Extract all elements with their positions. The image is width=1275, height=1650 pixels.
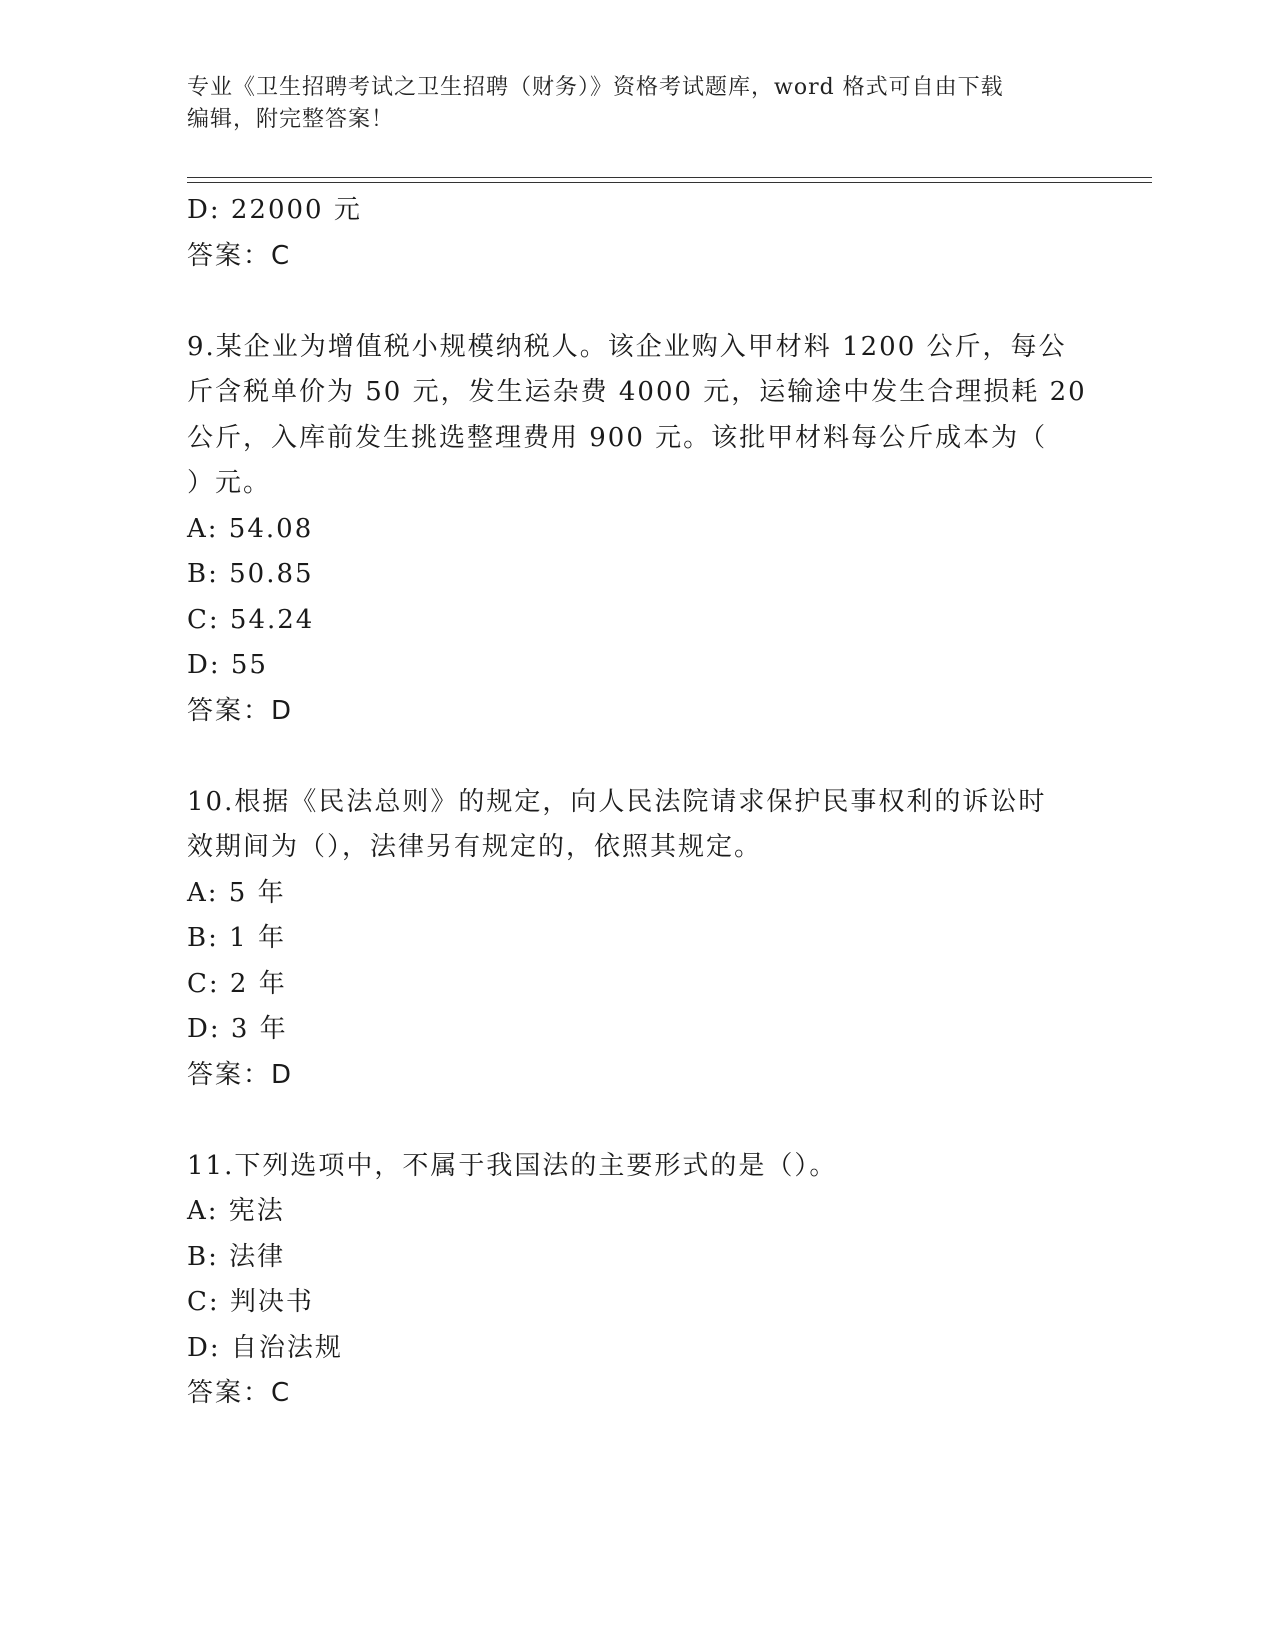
question-stem-line: 10.根据《民法总则》的规定，向人民法院请求保护民事权利的诉讼时 [187, 786, 1047, 817]
answer: 答案：D [187, 1059, 294, 1090]
header-rule-bottom [187, 182, 1152, 183]
option-a: A: 54.08 [187, 513, 314, 544]
option-a: A: 5 年 [187, 877, 286, 908]
option-c: C: 54.24 [187, 604, 315, 635]
option-c: C: 2 年 [187, 968, 287, 999]
answer: 答案：C [187, 240, 292, 271]
option-a: A: 宪法 [187, 1196, 285, 1226]
question-10 [187, 780, 1067, 1099]
question-9 [187, 325, 1087, 735]
question-content [187, 188, 1087, 1417]
question-stem-line: 9.某企业为增值税小规模纳税人。该企业购入甲材料 1200 公斤，每公 [187, 331, 1067, 362]
question-stem-line: 公斤，入库前发生挑选整理费用 900 元。该批甲材料每公斤成本为（ [187, 422, 1048, 453]
answer: 答案：D [187, 695, 294, 726]
question-stem-line: 效期间为（），法律另有规定的，依照其规定。 [187, 832, 763, 862]
page-header [187, 72, 1067, 136]
header-line-2: 编辑，附完整答案！ [187, 107, 395, 132]
question-stem-line: 11.下列选项中，不属于我国法的主要形式的是（）。 [187, 1150, 838, 1181]
header-line-1: 专业《卫生招聘考试之卫生招聘（财务）》资格考试题库，word 格式可自由下载 [187, 75, 1004, 100]
question-stem-line: ）元。 [187, 468, 272, 498]
spacer [187, 734, 1067, 780]
question-stem-line: 斤含税单价为 50 元，发生运杂费 4000 元，运输途中发生合理损耗 20 [187, 377, 1087, 407]
option-d: D: 55 [187, 650, 268, 680]
option-b: B: 法律 [187, 1241, 286, 1272]
option-b: B: 1 年 [187, 923, 286, 953]
option-d: D: 22000 元 [187, 195, 362, 225]
option-c: C: 判决书 [187, 1287, 314, 1317]
option-d: D: 自治法规 [187, 1332, 343, 1363]
question-11 [187, 1144, 1067, 1417]
header-rule-top [187, 177, 1152, 178]
option-d: D: 3 年 [187, 1014, 288, 1044]
spacer [187, 279, 1067, 325]
answer: 答案：C [187, 1378, 292, 1408]
spacer [187, 1098, 1067, 1144]
option-b: B: 50.85 [187, 559, 314, 589]
